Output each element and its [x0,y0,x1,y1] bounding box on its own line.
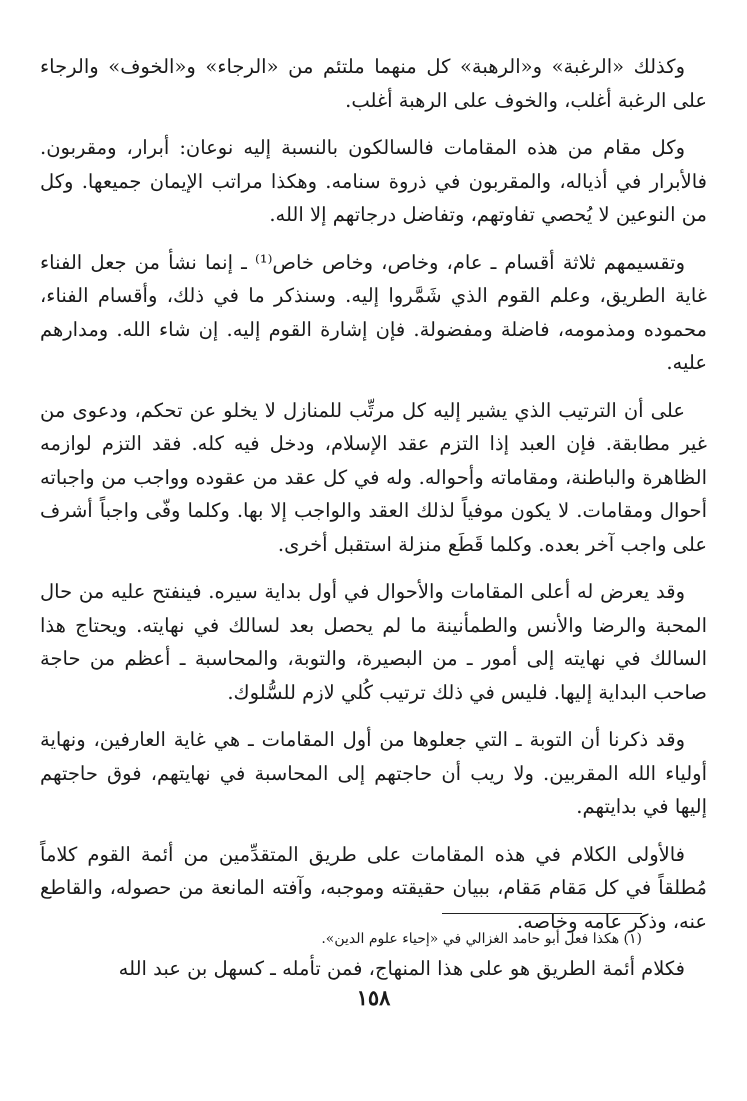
book-page-body [40,50,707,1000]
paragraph-7: فالأولى الكلام في هذه المقامات على طريق المتقدِّمين من أئمة القوم كلاماً مُطلقاً في كل مَقام مَقام، ببيان حقيقته وموجبه، وآفته المانعة من حصوله، والقاطع عنه، وذكر عامه وخاصه. [40,842,707,933]
footnote-separator [442,913,642,914]
paragraph-5: وقد يعرض له أعلى المقامات والأحوال في أول بداية سيره. فينفتح عليه من حال المحبة والرضا والأنس والطمأنينة ما لم يحصل بعد لسالك في نهايته. ويحتاج هذا السالك في نهايته إلى أمور ـ من البصيرة، والتوبة، والمحاسبة ـ أعظم من حاجة صاحب البداية إليها. فليس في ذلك ترتيب كُلي لازم للسُّلوك. [40,580,707,704]
paragraph-2: وكل مقام من هذه المقامات فالسالكون بالنسبة إليه نوعان: أبرار، ومقربون. فالأبرار في أذياله، والمقربون في ذروة سنامه. وهكذا مراتب الإيمان جميعها. وكل من النوعين لا يُحصي تفاوتهم، وتفاضل درجاتهم إلا الله. [40,136,707,226]
paragraph-1: وكذلك «الرغبة» و«الرهبة» كل منهما ملتئم من «الرجاء» و«الخوف» والرجاء على الرغبة أغلب، والخوف على الرهبة أغلب. [40,55,707,112]
footnote: (١) هكذا فعل أبو حامد الغزالي في «إحياء علوم الدين». [321,931,642,947]
paragraph-6: وقد ذكرنا أن التوبة ـ التي جعلوها من أول المقامات ـ هي غاية العارفين، ونهاية أولياء الله المقربين. ولا ريب أن حاجتهم إلى المحاسبة في نهايتهم، فوق حاجتهم إليها في بدايتهم. [40,728,707,818]
paragraph-3: وتقسيمهم ثلاثة أقسام ـ عام، وخاص، وخاص خاص⁽¹⁾ ـ إنما نشأ من جعل الفناء غاية الطريق، وعلم القوم الذي شَمَّروا إليه. وسنذكر ما في ذلك، وأقسام الفناء، محموده ومذمومه، فاضلة ومفضولة. فإن إشارة القوم إليه. إن شاء الله. ومدارهم عليه. [40,250,707,374]
paragraph-4: على أن الترتيب الذي يشير إليه كل مرتِّب للمنازل لا يخلو عن تحكم، ودعوى من غير مطابقة. فإن العبد إذا التزم عقد الإسلام، ودخل فيه كله. فقد التزم لوازمه الظاهرة والباطنة، ومقاماته وأحواله. وله في كل عقد من عقوده وواجب من واجباته أحوال ومقامات. لا يكون موفياً لذلك العقد والواجب إلا بها. وكلما وفّى واجباً أشرف على واجب آخر بعده. وكلما قَطَع منزلة استقبل أخرى. [40,398,707,556]
page-number: ١٥٨ [356,985,391,1010]
paragraph-8: فكلام أئمة الطريق هو على هذا المنهاج، فمن تأمله ـ كسهل بن عبد الله [118,957,685,980]
